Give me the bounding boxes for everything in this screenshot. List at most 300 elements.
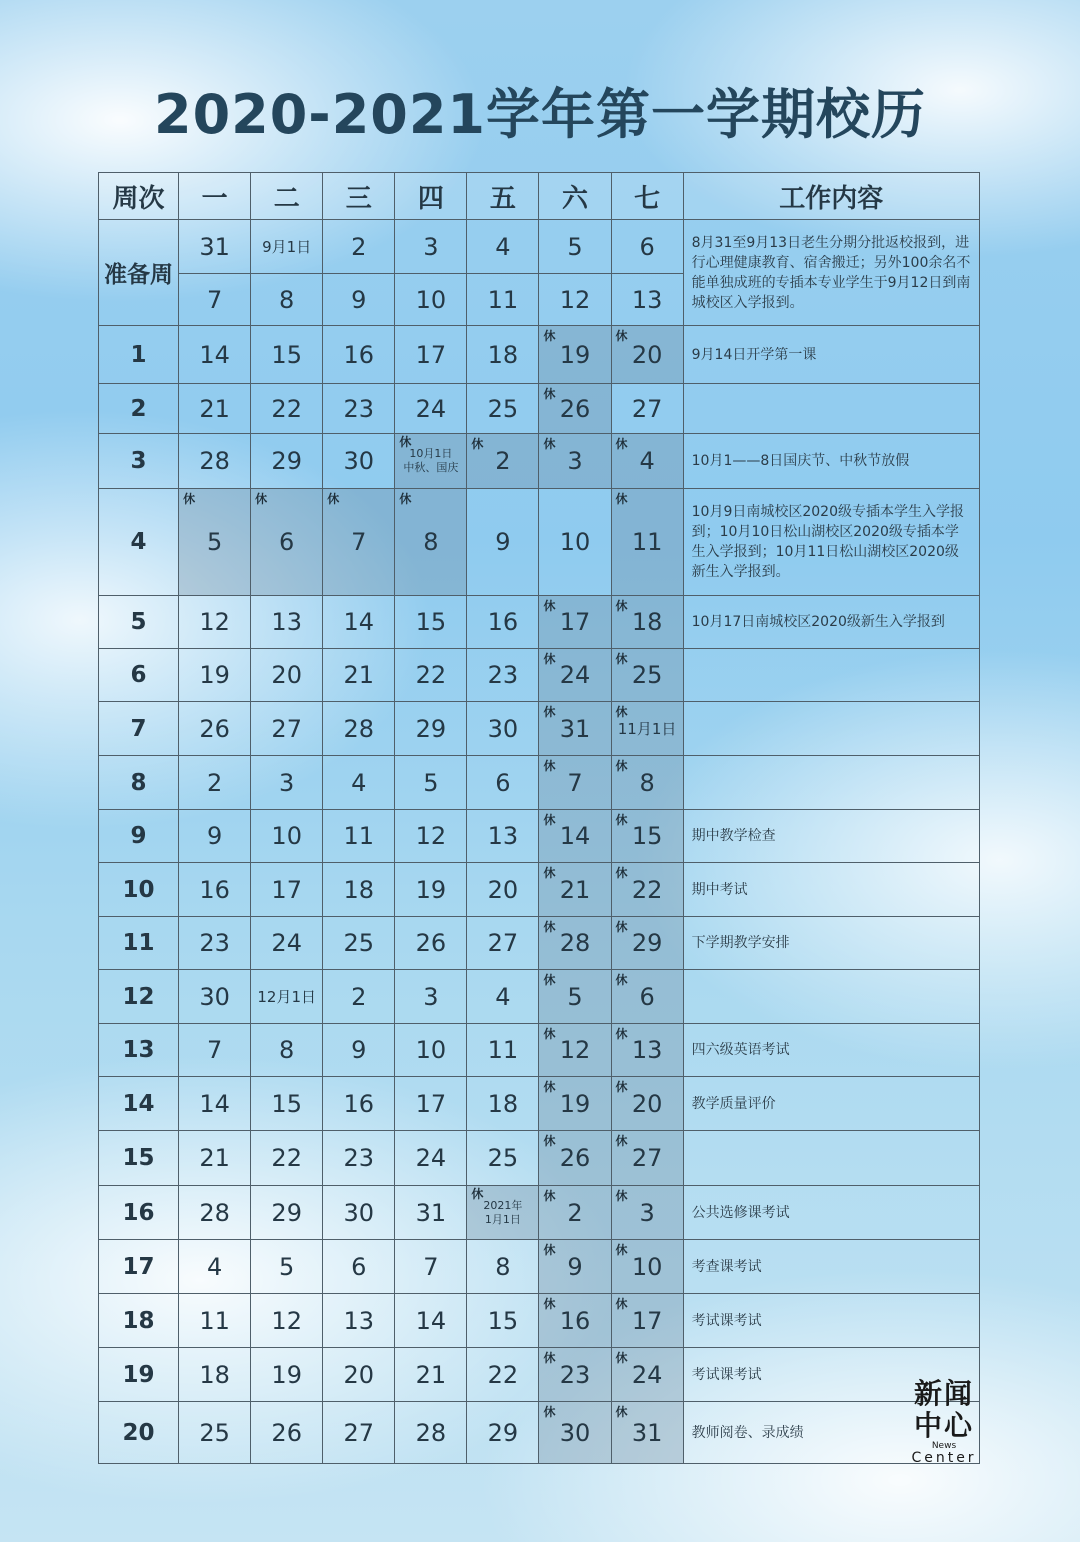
holiday-mark: 休 xyxy=(615,973,628,987)
work-note: 考试课考试 xyxy=(683,1348,979,1402)
day-cell: 4 xyxy=(467,220,539,274)
day-cell xyxy=(539,326,611,384)
day-cell xyxy=(179,810,251,863)
day-number: 14 xyxy=(199,340,230,369)
work-note xyxy=(683,649,979,702)
day-number: 24 xyxy=(415,1144,447,1172)
day-number: 16 xyxy=(343,340,375,369)
day-cell xyxy=(179,1186,251,1240)
day-number: 31 xyxy=(631,1418,663,1447)
holiday-mark: 休 xyxy=(327,492,340,506)
week-number: 19 xyxy=(99,1348,179,1402)
day-number: 16 xyxy=(199,875,230,904)
day-number: 17 xyxy=(415,340,447,369)
week-number: 18 xyxy=(99,1294,179,1348)
day-cell xyxy=(467,649,539,702)
logo-text: News xyxy=(931,1441,957,1451)
day-number: 24 xyxy=(415,394,447,423)
day-cell xyxy=(539,1348,611,1402)
day-cell xyxy=(611,1402,683,1464)
day-cell xyxy=(179,1240,251,1294)
day-cell xyxy=(539,702,611,756)
day-cell xyxy=(467,863,539,917)
work-note: 10月17日南城校区2020级新生入学报到 xyxy=(683,596,979,649)
day-number: 3 xyxy=(423,982,439,1011)
day-cell xyxy=(323,434,395,489)
day-number: 28 xyxy=(199,447,230,475)
day-cell xyxy=(539,1294,611,1348)
day-number: 23 xyxy=(487,661,519,689)
day-number: 20 xyxy=(631,1089,663,1118)
week-number: 5 xyxy=(99,596,179,649)
work-note: 10月1——8日国庆节、中秋节放假 xyxy=(683,434,979,489)
day-cell xyxy=(539,434,611,489)
day-cell xyxy=(179,756,251,810)
day-number: 26 xyxy=(199,714,230,743)
day-cell xyxy=(179,596,251,649)
page-title: 2020-2021学年第一学期校历 xyxy=(154,83,926,146)
day-cell xyxy=(251,1240,323,1294)
day-number: 5 xyxy=(567,982,583,1011)
day-number: 2021年 1月1日 xyxy=(483,1198,523,1226)
day-number: 6 xyxy=(495,768,511,797)
day-number: 26 xyxy=(271,1418,302,1447)
day-cell xyxy=(251,1402,323,1464)
day-cell xyxy=(179,702,251,756)
day-cell: 5 xyxy=(539,220,611,274)
logo-text: Center xyxy=(911,1450,977,1466)
day-number: 24 xyxy=(631,1360,663,1389)
day-number: 27 xyxy=(631,1144,663,1172)
day-cell xyxy=(251,489,323,596)
day-number: 8 xyxy=(423,528,439,556)
week-row xyxy=(99,596,980,649)
holiday-mark: 休 xyxy=(615,329,628,343)
day-number: 12 xyxy=(415,822,447,850)
day-number: 6 xyxy=(351,1252,367,1281)
day-number: 10 xyxy=(631,1252,663,1281)
day-cell xyxy=(467,756,539,810)
day-number: 29 xyxy=(415,714,447,743)
day-number: 19 xyxy=(415,875,447,904)
day-number: 30 xyxy=(199,982,230,1011)
day-cell xyxy=(395,596,467,649)
holiday-mark: 休 xyxy=(543,705,556,719)
day-number: 22 xyxy=(271,394,302,423)
day-number: 26 xyxy=(559,1144,591,1172)
day-number: 19 xyxy=(559,340,591,369)
header-cell: 一 xyxy=(179,173,251,220)
day-cell xyxy=(539,649,611,702)
day-number: 2 xyxy=(351,982,367,1011)
day-number: 23 xyxy=(559,1360,591,1389)
day-number: 15 xyxy=(271,1089,302,1118)
day-cell xyxy=(467,1294,539,1348)
day-cell xyxy=(395,702,467,756)
day-cell xyxy=(179,1131,251,1186)
week-row xyxy=(99,384,980,434)
week-number: 3 xyxy=(99,434,179,489)
day-number: 13 xyxy=(271,608,302,636)
holiday-mark: 休 xyxy=(615,437,628,451)
day-number: 7 xyxy=(206,1036,223,1064)
holiday-mark: 休 xyxy=(615,599,628,613)
holiday-mark: 休 xyxy=(543,387,556,401)
day-number: 5 xyxy=(279,1252,295,1281)
work-note xyxy=(683,756,979,810)
week-row xyxy=(99,1402,980,1464)
day-cell xyxy=(251,702,323,756)
week-number: 4 xyxy=(99,489,179,596)
week-row xyxy=(99,1348,980,1402)
day-number: 25 xyxy=(199,1418,230,1447)
day-cell xyxy=(395,384,467,434)
work-note: 考试课考试 xyxy=(683,1294,979,1348)
work-note xyxy=(683,702,979,756)
day-cell xyxy=(179,434,251,489)
day-cell xyxy=(395,1402,467,1464)
day-cell xyxy=(539,1077,611,1131)
day-cell xyxy=(467,1402,539,1464)
work-note: 教师阅卷、录成绩 xyxy=(683,1402,979,1464)
day-cell xyxy=(179,384,251,434)
day-cell xyxy=(611,970,683,1024)
work-note: 8月31至9月13日老生分期分批返校报到，进行心理健康教育、宿舍搬迁；另外100余名不能单独成班的专插本专业学生于9月12日到南城校区入学报到。 xyxy=(683,220,979,326)
day-number: 16 xyxy=(343,1089,375,1118)
day-cell: 8 xyxy=(251,274,323,326)
holiday-mark: 休 xyxy=(543,652,556,666)
week-number: 1 xyxy=(99,326,179,384)
holiday-mark: 休 xyxy=(543,1189,556,1203)
holiday-mark: 休 xyxy=(543,1027,556,1041)
week-row xyxy=(99,970,980,1024)
day-number: 3 xyxy=(279,768,295,797)
day-number: 6 xyxy=(279,528,295,556)
day-cell xyxy=(611,917,683,970)
news-center-logo xyxy=(908,1378,980,1465)
day-number: 19 xyxy=(559,1089,591,1118)
day-cell xyxy=(251,1186,323,1240)
day-number: 30 xyxy=(559,1418,591,1447)
day-number: 11 xyxy=(487,1036,519,1064)
day-number: 26 xyxy=(415,929,447,957)
holiday-mark: 休 xyxy=(615,652,628,666)
day-cell xyxy=(467,810,539,863)
week-row xyxy=(99,649,980,702)
day-number: 21 xyxy=(415,1360,447,1389)
day-number: 13 xyxy=(487,822,519,850)
prep-week-label: 准备周 xyxy=(99,220,179,326)
day-number: 9 xyxy=(567,1252,583,1281)
day-number: 20 xyxy=(487,875,519,904)
day-cell xyxy=(539,384,611,434)
day-number: 9 xyxy=(206,822,223,850)
day-number: 27 xyxy=(487,929,519,957)
week-row xyxy=(99,863,980,917)
day-cell: 7 xyxy=(179,274,251,326)
holiday-mark: 休 xyxy=(543,1351,556,1365)
day-number: 13 xyxy=(631,1036,663,1064)
work-note: 公共选修课考试 xyxy=(683,1186,979,1240)
day-number: 17 xyxy=(271,875,302,904)
day-number: 10 xyxy=(271,822,302,850)
day-cell xyxy=(323,384,395,434)
day-cell xyxy=(323,1077,395,1131)
day-number: 29 xyxy=(271,447,302,475)
day-cell xyxy=(395,434,467,489)
day-number: 8 xyxy=(495,1252,511,1281)
day-cell xyxy=(539,970,611,1024)
holiday-mark: 休 xyxy=(615,492,628,506)
day-cell xyxy=(395,1240,467,1294)
day-cell xyxy=(251,1077,323,1131)
day-cell xyxy=(323,1294,395,1348)
week-row xyxy=(99,917,980,970)
day-cell xyxy=(395,756,467,810)
day-cell xyxy=(467,1348,539,1402)
day-number: 15 xyxy=(271,340,302,369)
day-number: 27 xyxy=(343,1418,375,1447)
day-cell xyxy=(467,596,539,649)
day-cell xyxy=(611,434,683,489)
day-cell: 3 xyxy=(395,220,467,274)
day-number: 29 xyxy=(631,929,663,957)
week-row xyxy=(99,1240,980,1294)
day-number: 17 xyxy=(631,1306,663,1335)
week-row xyxy=(99,756,980,810)
day-number: 7 xyxy=(423,1252,439,1281)
day-cell xyxy=(179,326,251,384)
day-cell xyxy=(395,1294,467,1348)
day-cell xyxy=(539,917,611,970)
day-cell xyxy=(467,702,539,756)
day-number: 14 xyxy=(343,608,375,636)
day-cell xyxy=(179,1024,251,1077)
day-cell xyxy=(179,1294,251,1348)
day-cell xyxy=(251,1294,323,1348)
day-number: 20 xyxy=(343,1360,375,1389)
holiday-mark: 休 xyxy=(615,1243,628,1257)
day-number: 8 xyxy=(279,1036,295,1064)
day-number: 25 xyxy=(631,661,663,689)
day-cell xyxy=(395,1348,467,1402)
day-number: 7 xyxy=(351,528,367,556)
day-cell xyxy=(467,1077,539,1131)
day-cell xyxy=(539,489,611,596)
day-number: 30 xyxy=(487,714,519,743)
day-cell: 6 xyxy=(611,220,683,274)
holiday-mark: 休 xyxy=(399,435,412,449)
day-number: 20 xyxy=(271,661,302,689)
day-cell xyxy=(539,1240,611,1294)
day-cell xyxy=(323,1024,395,1077)
day-number: 29 xyxy=(271,1198,302,1227)
day-cell xyxy=(539,810,611,863)
day-cell xyxy=(539,1024,611,1077)
day-number: 29 xyxy=(487,1418,519,1447)
header-cell: 三 xyxy=(323,173,395,220)
day-cell xyxy=(467,1024,539,1077)
day-number: 25 xyxy=(487,1144,519,1172)
day-number: 15 xyxy=(487,1306,519,1335)
day-cell xyxy=(395,1024,467,1077)
day-number: 28 xyxy=(559,929,591,957)
day-cell xyxy=(395,1077,467,1131)
day-cell xyxy=(467,326,539,384)
day-number: 22 xyxy=(487,1360,519,1389)
holiday-mark: 休 xyxy=(615,920,628,934)
day-cell xyxy=(395,326,467,384)
day-cell xyxy=(395,863,467,917)
day-number: 10 xyxy=(559,528,591,556)
day-cell xyxy=(179,1402,251,1464)
day-number: 24 xyxy=(559,661,591,689)
week-row xyxy=(99,702,980,756)
holiday-mark: 休 xyxy=(543,1297,556,1311)
day-number: 12月1日 xyxy=(257,988,317,1006)
day-number: 24 xyxy=(271,929,302,957)
day-cell xyxy=(611,756,683,810)
day-number: 5 xyxy=(206,528,223,556)
day-cell xyxy=(395,649,467,702)
holiday-mark: 休 xyxy=(615,1080,628,1094)
week-row xyxy=(99,1294,980,1348)
day-number: 23 xyxy=(199,929,230,957)
day-number: 28 xyxy=(415,1418,447,1447)
day-cell xyxy=(179,970,251,1024)
day-number: 9 xyxy=(495,528,511,556)
day-cell xyxy=(611,1131,683,1186)
day-cell xyxy=(395,917,467,970)
week-row xyxy=(99,810,980,863)
week-row xyxy=(99,1186,980,1240)
day-cell xyxy=(251,917,323,970)
day-number: 21 xyxy=(199,394,230,423)
holiday-mark: 休 xyxy=(543,759,556,773)
day-cell xyxy=(179,1077,251,1131)
day-cell xyxy=(467,384,539,434)
holiday-mark: 休 xyxy=(543,973,556,987)
day-cell xyxy=(467,434,539,489)
week-number: 8 xyxy=(99,756,179,810)
holiday-mark: 休 xyxy=(543,1243,556,1257)
day-cell xyxy=(251,1348,323,1402)
day-cell xyxy=(323,863,395,917)
holiday-mark: 休 xyxy=(615,1027,628,1041)
day-number: 21 xyxy=(199,1144,230,1172)
day-cell xyxy=(251,810,323,863)
day-cell xyxy=(611,1077,683,1131)
day-number: 22 xyxy=(415,661,447,689)
day-cell xyxy=(179,917,251,970)
week-number: 6 xyxy=(99,649,179,702)
day-cell xyxy=(611,1186,683,1240)
header-cell: 周次 xyxy=(99,173,179,220)
day-number: 25 xyxy=(487,394,519,423)
day-number: 9 xyxy=(351,1036,367,1064)
day-cell xyxy=(323,649,395,702)
day-number: 31 xyxy=(415,1198,447,1227)
day-number: 3 xyxy=(639,1198,655,1227)
day-number: 12 xyxy=(199,608,230,636)
day-number: 31 xyxy=(559,714,591,743)
calendar-table xyxy=(98,172,980,1464)
holiday-mark: 休 xyxy=(615,866,628,880)
day-cell xyxy=(539,1131,611,1186)
day-cell xyxy=(467,917,539,970)
day-cell xyxy=(323,1131,395,1186)
day-cell xyxy=(539,1186,611,1240)
day-cell xyxy=(467,1131,539,1186)
header-row xyxy=(99,173,980,220)
header-cell: 五 xyxy=(467,173,539,220)
day-number: 2 xyxy=(206,768,223,797)
day-cell xyxy=(395,1131,467,1186)
holiday-mark: 休 xyxy=(543,1405,556,1419)
day-number: 4 xyxy=(206,1252,223,1281)
day-cell xyxy=(251,863,323,917)
day-cell xyxy=(251,1024,323,1077)
day-cell xyxy=(251,384,323,434)
week-row xyxy=(99,1024,980,1077)
day-number: 2 xyxy=(567,1198,583,1227)
day-number: 23 xyxy=(343,1144,375,1172)
week-row xyxy=(99,1077,980,1131)
week-number: 15 xyxy=(99,1131,179,1186)
day-cell xyxy=(611,1024,683,1077)
work-note: 四六级英语考试 xyxy=(683,1024,979,1077)
header-cell: 四 xyxy=(395,173,467,220)
day-cell xyxy=(323,917,395,970)
work-note: 教学质量评价 xyxy=(683,1077,979,1131)
work-note: 期中教学检查 xyxy=(683,810,979,863)
day-cell xyxy=(251,1131,323,1186)
day-cell xyxy=(611,326,683,384)
holiday-mark: 休 xyxy=(255,492,268,506)
day-number: 23 xyxy=(343,394,375,423)
day-cell xyxy=(251,756,323,810)
day-cell: 31 xyxy=(179,220,251,274)
holiday-mark: 休 xyxy=(615,1405,628,1419)
header-cell: 工作内容 xyxy=(683,173,979,220)
week-number: 20 xyxy=(99,1402,179,1464)
week-number: 16 xyxy=(99,1186,179,1240)
day-number: 11 xyxy=(199,1306,230,1335)
work-note xyxy=(683,384,979,434)
day-cell xyxy=(323,810,395,863)
week-number: 13 xyxy=(99,1024,179,1077)
day-cell xyxy=(611,810,683,863)
day-cell xyxy=(323,326,395,384)
day-number: 14 xyxy=(559,822,591,850)
holiday-mark: 休 xyxy=(543,866,556,880)
logo-text: 中心 xyxy=(913,1409,974,1442)
day-number: 12 xyxy=(559,1036,591,1064)
day-number: 11 xyxy=(631,528,663,556)
day-cell xyxy=(323,702,395,756)
day-number: 16 xyxy=(559,1306,591,1335)
holiday-mark: 休 xyxy=(471,1187,484,1201)
day-cell xyxy=(611,596,683,649)
day-cell xyxy=(539,596,611,649)
holiday-mark: 休 xyxy=(543,1134,556,1148)
work-note: 下学期教学安排 xyxy=(683,917,979,970)
day-number: 22 xyxy=(271,1144,302,1172)
day-number: 19 xyxy=(199,661,230,689)
week-row xyxy=(99,326,980,384)
day-cell xyxy=(323,1240,395,1294)
day-cell xyxy=(611,489,683,596)
